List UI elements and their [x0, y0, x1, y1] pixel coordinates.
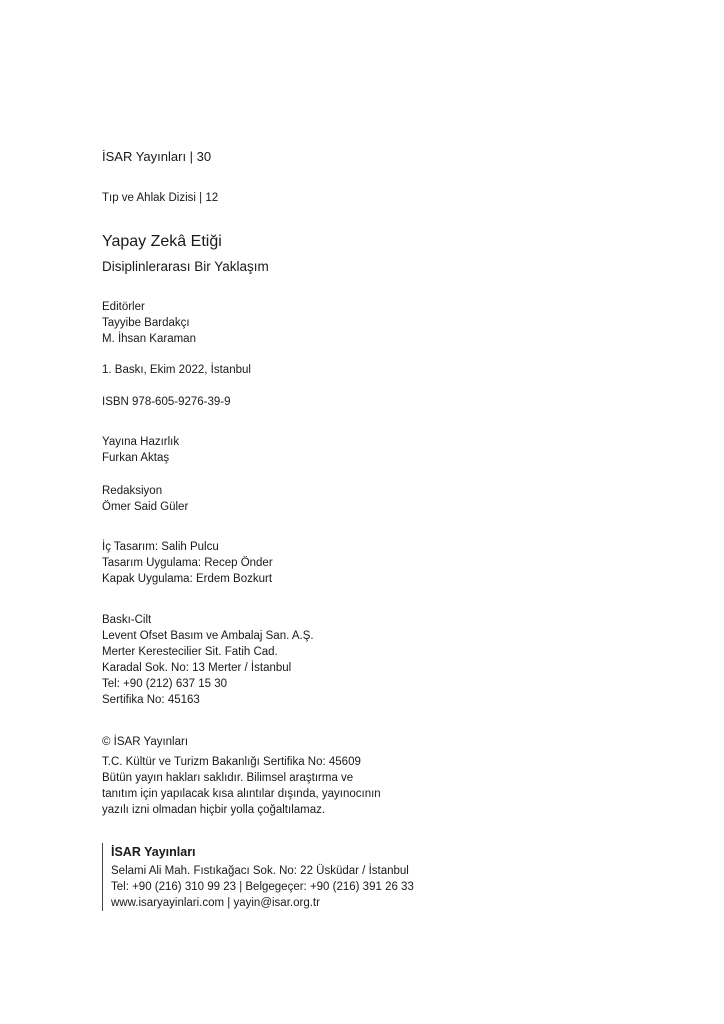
design-line: Tasarım Uygulama: Recep Önder — [102, 557, 273, 569]
copyright-block — [102, 734, 381, 818]
printing-line: Karadal Sok. No: 13 Merter / İstanbul — [102, 662, 292, 674]
publisher-web: www.isaryayinlari.com | yayin@isar.org.tr — [111, 897, 320, 909]
editors-block — [102, 299, 196, 347]
printing-line: Sertifika No: 45163 — [102, 694, 200, 706]
redaction-name: Ömer Said Güler — [102, 501, 189, 513]
copyright-line: Bütün yayın hakları saklıdır. Bilimsel araştırma ve — [102, 772, 354, 784]
redaction-block — [102, 483, 188, 515]
printing-line: Merter Kerestecilier Sit. Fatih Cad. — [102, 646, 278, 658]
printing-block — [102, 612, 314, 708]
editor-name: M. İhsan Karaman — [102, 333, 196, 345]
printing-heading: Baskı-Cilt — [102, 614, 152, 626]
redaction-heading: Redaksiyon — [102, 485, 163, 497]
edition-line: 1. Baskı, Ekim 2022, İstanbul — [102, 364, 251, 376]
copyright-line: yazılı izni olmadan hiçbir yolla çoğaltılamaz. — [102, 804, 326, 816]
subseries-line: Tıp ve Ahlak Dizisi | 12 — [102, 192, 219, 204]
publisher-address: Selami Ali Mah. Fıstıkağacı Sok. No: 22 Üsküdar / İstanbul — [111, 865, 409, 877]
copyright-line: T.C. Kültür ve Turizm Bakanlığı Sertifika No: 45609 — [102, 756, 361, 768]
printing-line: Tel: +90 (212) 637 15 30 — [102, 678, 227, 690]
copyright-heading: © İSAR Yayınları — [102, 736, 189, 748]
isbn-line: ISBN 978-605-9276-39-9 — [102, 396, 231, 408]
preparation-heading: Yayına Hazırlık — [102, 436, 180, 448]
preparation-name: Furkan Aktaş — [102, 452, 170, 464]
design-block — [102, 539, 273, 587]
series-line: İSAR Yayınları | 30 — [102, 149, 212, 164]
design-line: İç Tasarım: Salih Pulcu — [102, 541, 219, 553]
editor-name: Tayyibe Bardakçı — [102, 317, 190, 329]
preparation-block — [102, 434, 179, 466]
book-title: Yapay Zekâ Etiği — [102, 233, 222, 250]
design-line: Kapak Uygulama: Erdem Bozkurt — [102, 573, 273, 585]
publisher-phone: Tel: +90 (216) 310 99 23 | Belgegeçer: +90 (216) 391 26 33 — [111, 881, 414, 893]
editors-heading: Editörler — [102, 301, 145, 313]
publisher-name: İSAR Yayınları — [111, 845, 196, 859]
copyright-line: tanıtım için yapılacak kısa alıntılar dışında, yayınocının — [102, 788, 381, 800]
publisher-block — [102, 843, 414, 911]
printing-line: Levent Ofset Basım ve Ambalaj San. A.Ş. — [102, 630, 314, 642]
book-subtitle: Disiplinlerarası Bir Yaklaşım — [102, 259, 269, 274]
